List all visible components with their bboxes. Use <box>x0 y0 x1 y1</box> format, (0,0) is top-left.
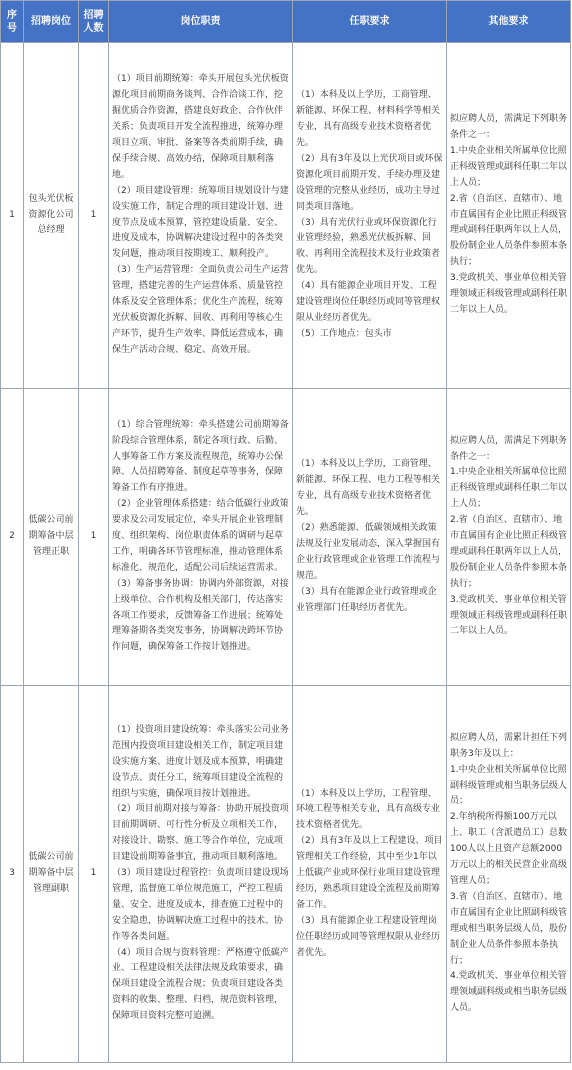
seq-cell: 3 <box>1 686 24 1063</box>
other-item: 3.党政机关、事业单位相关管理领域正科级管理或副科任职二年以上人员。 <box>450 594 568 637</box>
duties-cell <box>109 43 293 389</box>
other-item: 拟应聘人员，需满足下列职务条件之一： <box>450 435 568 462</box>
requirement-item: （3）具有在能源企业行政管理或企业管理部门任职经历者优先。 <box>296 586 437 613</box>
other-requirements-cell <box>447 686 571 1063</box>
position-cell: 低碳公司前期筹备中层管理副职 <box>24 686 79 1063</box>
header-requirements: 任职要求 <box>293 1 447 43</box>
other-item: 拟应聘人员，需满足下列职务条件之一： <box>450 114 568 141</box>
other-requirements-cell <box>447 389 571 686</box>
count-cell: 1 <box>79 389 109 686</box>
header-row <box>1 1 571 43</box>
requirements-cell <box>293 686 447 1063</box>
other-item: 4.党政机关、事业单位相关管理领域副科级或相当职务层级人员。 <box>450 971 568 1014</box>
table-row <box>1 389 571 686</box>
other-item: 1.中央企业相关所属单位比照副科级管理或相当职务层级人员； <box>450 764 568 807</box>
duties-cell <box>109 686 293 1063</box>
duty-item: （2）项目建设管理：统筹项目规划设计与建设实施工作，制定合理的项目建设计划、进度节点及成本预算，管控建设质量、安全、进度及成本，协调解决建设过程中的各类突发问题，推动项目按期竣工、顺利投产。 <box>112 185 289 260</box>
duty-item: （1）综合管理统筹：牵头搭建公司前期筹备阶段综合管理体系，制定各项行政、后勤、人事筹备工作方案及流程规范，统筹办公保障、人员招聘筹备、制度起草等事务，保障筹备工作有序推进。 <box>112 419 289 494</box>
header-position: 招聘岗位 <box>24 1 79 43</box>
header-seq: 序号 <box>1 1 24 43</box>
other-item: 2.省（自治区、直辖市）、地市直属国有企业比照正科级管理或副科任职两年以上人员，股份制企业人员条件参照本条执行； <box>450 193 568 268</box>
requirement-item: （5）工作地点：包头市 <box>296 328 392 339</box>
other-item: 拟应聘人员，需累计担任下列职务3年及以上： <box>450 732 568 759</box>
position-cell: 包头光伏板资源化公司总经理 <box>24 43 79 389</box>
requirement-item: （3）具有能源企业工程建设管理岗位任职经历或同等管理权限从业经历者优先。 <box>296 915 441 958</box>
requirement-item: （1）本科及以上学历，工程管理、环境工程等相关专业，具有高级专业技术资格者优先。 <box>296 788 441 831</box>
other-item: 2.省（自治区、直辖市）、地市直属国有企业比照正科级管理或副科任职两年以上人员，股份制企业人员条件参照本条执行； <box>450 515 568 589</box>
requirements-cell <box>293 43 447 389</box>
requirement-item: （2）具有3年及以上工程建设、项目管理相关工作经验，其中至少1年以上低碳产业或环保行业项目建设管理经历，熟悉项目建设全流程及前期筹备工作。 <box>296 836 443 910</box>
header-duties: 岗位职责 <box>109 1 293 43</box>
duty-item: （2）企业管理体系搭建：结合低碳行业政策要求及公司发展定位，牵头开展企业管理制度、组织架构、岗位职责体系的调研与起草工作，明确各环节管理标准，推动管理体系标准化、规范化，适配公司后续运营需求。 <box>112 499 289 573</box>
duty-item: （3）项目建设过程管控：负责项目建设现场管理，监督施工单位规范施工，严控工程质量、安全、进度及成本，排查施工过程中的安全隐患，协调解决施工过程中的技术、协作等各类问题。 <box>112 868 289 942</box>
duty-item: （4）项目合规与资料管理：严格遵守低碳产业、工程建设相关法律法规及政策要求，确保项目建设全流程合规；负责项目建设各类资料的收集、整理、归档，规范资料管理，保障项目资料完整可追溯。 <box>112 947 289 1022</box>
requirement-item: （1）本科及以上学历，工商管理、新能源、环保工程、电力工程等相关专业，具有高级专业技术资格者优先。 <box>296 459 441 518</box>
requirements-cell <box>293 389 447 686</box>
requirement-item: （2）熟悉能源、低碳领域相关政策法规及行业发展动态，深入掌握国有企业行政管理或企业管理工作流程与规范。 <box>296 523 441 581</box>
seq-cell: 1 <box>1 43 24 389</box>
requirement-item: （2）具有3年及以上光伏项目或环保资源化项目前期开发、手续办理及建设管理的完整从业经历，成功主导过同类项目落地。 <box>296 153 443 212</box>
header-count: 招聘人数 <box>79 1 109 43</box>
count-cell: 1 <box>79 686 109 1063</box>
other-item: 2.年纳税所得额100万元以上、职工（含派遣员工）总数100人以上且资产总额2000万元以上的相关民营企业高级管理人员； <box>450 812 568 886</box>
duty-item: （1）项目前期统筹：牵头开展包头光伏板资源化项目前期商务谈判、合作洽谈工作，挖掘优质合作资源，搭建良好政企、合作伙伴关系；负责项目开发全流程推进，统筹办理项目立项、审批、备案等各类前期手续，确保手续合规、高效办结，保障项目顺利落地。 <box>112 74 289 180</box>
table-row <box>1 43 571 389</box>
duties-cell <box>109 389 293 686</box>
table-row <box>1 686 571 1063</box>
duty-item: （3）筹备事务协调：协调内外部资源，对接上级单位、合作机构及相关部门，传达落实各项工作要求，反馈筹备工作进展；统筹处理筹备期各类突发事务，协调解决跨环节协作问题，确保筹备工作按计划推进。 <box>112 578 289 653</box>
other-item: 1.中央企业相关所属单位比照正科级管理或副科任职二年以上人员； <box>450 145 568 188</box>
other-item: 1.中央企业相关所属单位比照正科级管理或副科任职二年以上人员； <box>450 467 568 510</box>
seq-cell: 2 <box>1 389 24 686</box>
duty-item: （1）投资项目建设统筹：牵头落实公司业务范围内投资项目建设相关工作，制定项目建设实施方案、进度计划及成本预算，明确建设节点、责任分工，统筹项目建设全流程的组织与实施，确保项目按计划推进。 <box>112 724 289 799</box>
other-item: 3.党政机关、事业单位相关管理领域正科级管理或副科任职二年以上人员。 <box>450 273 568 315</box>
position-cell: 低碳公司前期筹备中层管理正职 <box>24 389 79 686</box>
header-other: 其他要求 <box>447 1 571 43</box>
other-item: 3.省（自治区、直辖市）、地市直属国有企业比照副科级管理或相当职务层级人员，股份制企业人员条件参照本条执行； <box>450 891 568 966</box>
duty-item: （3）生产运营管理：全面负责公司生产运营管理，搭建完善的生产运营体系、质量管控体系及安全管理体系；优化生产流程，统筹光伏板资源化拆解、回收、再利用等核心生产环节，提升生产效率、降低运营成本，确保生产活动合规、稳定、高效开展。 <box>112 265 289 355</box>
count-cell: 1 <box>79 43 109 389</box>
requirement-item: （3）具有光伏行业或环保资源化行业管理经验，熟悉光伏板拆解、回收、再利用全流程技术及行业政策者优先。 <box>296 217 441 276</box>
requirement-item: （1）本科及以上学历，工商管理、新能源、环保工程、材料科学等相关专业，具有高级专业技术资格者优先。 <box>296 90 441 148</box>
other-requirements-cell <box>447 43 571 389</box>
duty-item: （2）项目前期对接与筹备：协助开展投资项目前期调研、可行性分析及立项相关工作，对接设计、勘察、施工等合作单位，完成项目建设前期筹备事宜，推动项目顺利落地。 <box>112 804 289 863</box>
requirement-item: （4）具有能源企业项目开发、工程建设管理岗位任职经历或同等管理权限从业经历者优先。 <box>296 281 441 323</box>
